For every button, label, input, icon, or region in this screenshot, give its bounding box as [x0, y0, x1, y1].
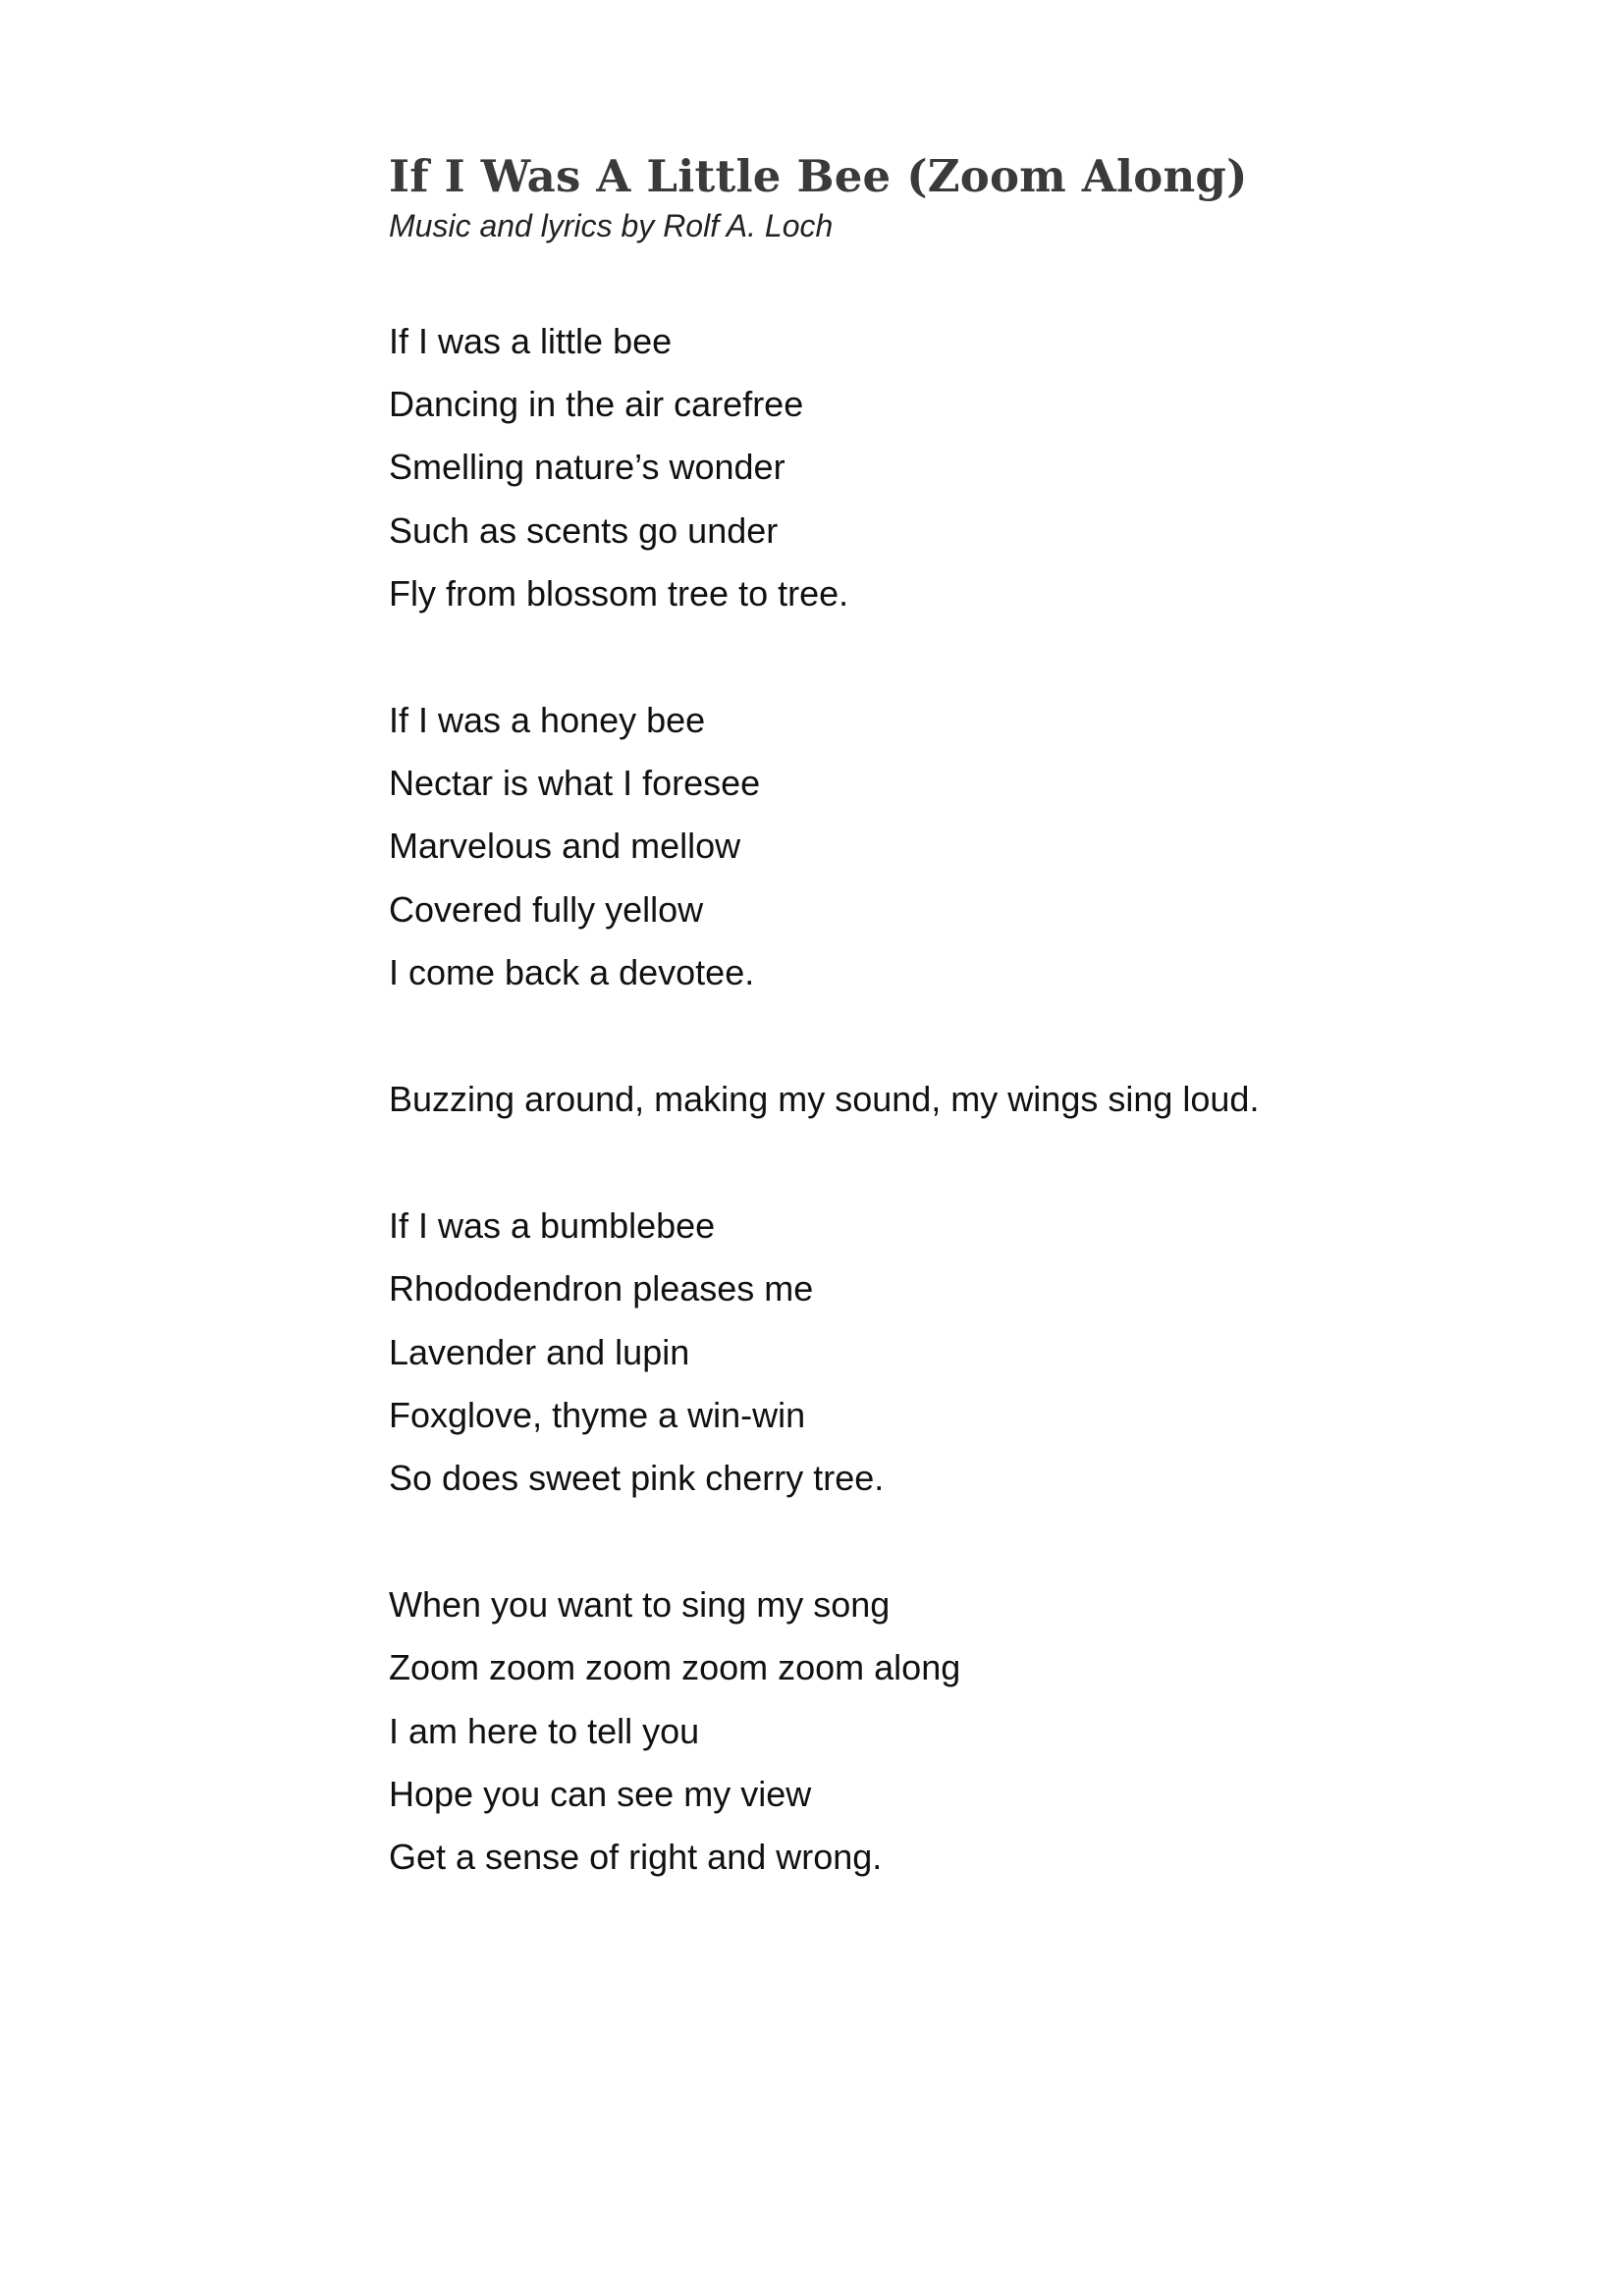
lyric-line: When you want to sing my song [389, 1584, 891, 1626]
lyric-line: Smelling nature’s wonder [389, 447, 785, 488]
song-credits: Music and lyrics by Rolf A. Loch [389, 208, 834, 243]
lyric-line: Fly from blossom tree to tree. [389, 572, 849, 614]
lyric-line: Zoom zoom zoom zoom zoom along [389, 1647, 961, 1688]
lyric-line: I am here to tell you [389, 1710, 700, 1751]
lyric-line: Rhododendron pleases me [389, 1268, 814, 1309]
lyric-line: Dancing in the air carefree [389, 384, 804, 425]
lyric-line: Foxglove, thyme a win-win [389, 1394, 806, 1435]
lyric-line: So does sweet pink cherry tree. [389, 1458, 885, 1499]
lyric-line: Buzzing around, making my sound, my wings sing loud. [389, 1079, 1260, 1120]
lyric-line: If I was a little bee [389, 321, 673, 361]
lyrics-content [389, 149, 1528, 1952]
lyric-line: If I was a bumblebee [389, 1205, 716, 1247]
refrain [389, 1068, 1528, 1131]
stanza-1 [389, 310, 1528, 625]
lyric-line: If I was a honey bee [389, 700, 706, 741]
lyric-line: Covered fully yellow [389, 888, 704, 930]
lyric-line: Get a sense of right and wrong. [389, 1837, 883, 1878]
stanza-4 [389, 1574, 1528, 1889]
stanza-2 [389, 689, 1528, 1004]
lyric-line: Such as scents go under [389, 509, 779, 551]
lyric-line: Marvelous and mellow [389, 826, 741, 867]
lyric-line: Nectar is what I foresee [389, 763, 761, 804]
lyric-line: Lavender and lupin [389, 1331, 690, 1372]
song-title: If I Was A Little Bee (Zoom Along) [389, 150, 1248, 202]
lyrics-body [389, 310, 1528, 1889]
lyric-line: I come back a devotee. [389, 951, 755, 992]
stanza-3 [389, 1195, 1528, 1510]
lyric-line: Hope you can see my view [389, 1773, 812, 1814]
